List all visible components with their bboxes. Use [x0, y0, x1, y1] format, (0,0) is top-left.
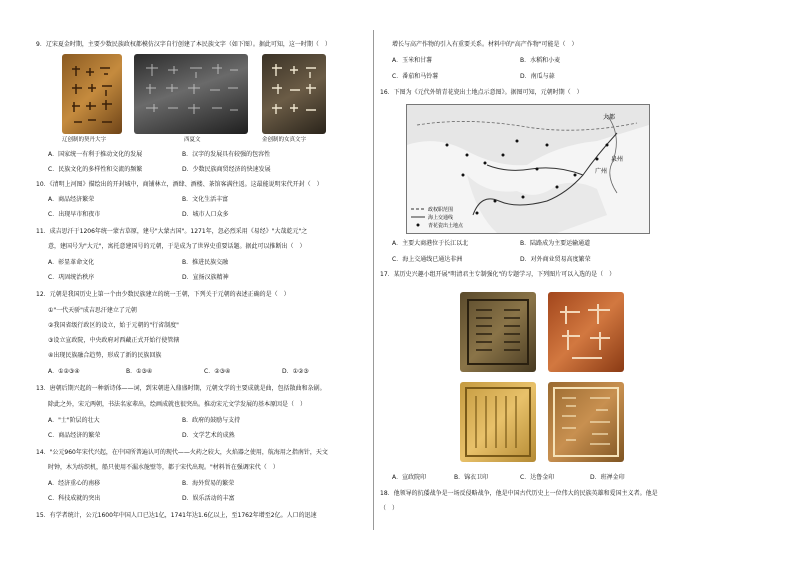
q9-option-c: C．民族文化的多样性和交流的频繁	[48, 166, 143, 173]
q13-stem-line2: 除此之外，宋元两朝，书法名家辈出，绘画成就也很突出。推动宋元文学发展的基本原因是（ ）	[48, 401, 307, 408]
q14-option-b: B．海外贸易的繁荣	[182, 480, 235, 487]
caption-jurchen: 金创制的女真文字	[262, 137, 307, 143]
map-label-dadu: 大都	[603, 115, 616, 121]
caption-khitan: 辽创制的契丹大字	[62, 137, 107, 143]
q11-stem-line1: 11．成吉思汗于1206年统一蒙古草原，建号"大蒙古国"。1271年，忽必烈采用《易经》"大哉乾元"之	[36, 228, 308, 235]
q12-stem: 12．元朝是我国历史上第一个由少数民族建立的统一王朝，下列关于元朝的表述正确的是（ ）	[36, 291, 290, 298]
q18-stem-line1: 18．他领导的抗倭战争是一场反侵略战争，他是中国古代历史上一位伟大的民族英雄和爱国主义者。他是	[380, 490, 658, 497]
map-label-guangzhou: 广州	[595, 169, 608, 175]
q18-stem-line2: （ ）	[380, 505, 399, 512]
caption-tangut: 西夏文	[184, 137, 201, 143]
legend-sea-route: 海上交通线	[428, 215, 454, 221]
seal-banchan-image	[548, 382, 624, 462]
jurchen-script-image	[262, 54, 326, 134]
q11-option-a: A．彰显革命文化	[48, 259, 95, 266]
q9-stem: 9．辽宋夏金时期，主要少数民族政权都模仿汉字自行创建了本民族文字（如下图）。据此可知，这一时期（ ）	[36, 41, 331, 48]
legend-regime-extent: 政权职范围	[428, 207, 454, 213]
q13-option-d: D．文学艺术的成熟	[182, 432, 235, 439]
q13-option-b: B．政府的鼓励与支持	[182, 417, 241, 424]
q12-item-1: ①"一代天骄"成吉思汗建立了元朝	[48, 307, 137, 314]
q11-stem-line2: 意，建国号为"大元"，寓托意建国号的元朝，于是成为了世界史重要话题。据此可以推断出（ ）	[48, 243, 306, 250]
right-column	[380, 0, 760, 562]
q12-option-d: D．①②③	[282, 368, 309, 375]
q12-item-2: ②我国省级行政区的设立，始于元朝的"行省制度"	[48, 322, 179, 329]
q16-option-b: B．陆路成为主要运输通道	[520, 240, 591, 247]
q12-option-a: A．①②③④	[48, 368, 80, 375]
q9-option-a: A．国家统一有利于推动文化的发展	[48, 151, 143, 158]
left-column	[36, 0, 366, 562]
q17-stem: 17．某历史兴趣小组开展"明清君主专制强化"的专题学习，下列图片可以入选的是（ ）	[380, 271, 616, 278]
q17-option-d: D．班禅金印	[590, 474, 625, 481]
q13-option-a: A．"士"阶层的壮大	[48, 417, 100, 424]
q16-option-d: D．对外商业贸易高度繁荣	[520, 256, 591, 263]
q15-option-a: A．玉米和甘薯	[392, 57, 433, 64]
q16-option-c: C．海上交通线已通达非洲	[392, 256, 463, 263]
q17-option-a: A．宣政院印	[392, 474, 427, 481]
q12-item-4: ④出现民族融合趋势，形成了新的民族回族	[48, 352, 162, 359]
q10-option-a: A．商品经济繁荣	[48, 196, 95, 203]
q13-option-c: C．商品经济的繁荣	[48, 432, 101, 439]
q14-option-a: A．经济重心的南移	[48, 480, 101, 487]
q15-continuation: 增长与高产作物的引入有重要关系。材料中的"高产作物"可能是（ ）	[392, 41, 578, 48]
q17-option-b: B．锦衣卫印	[454, 474, 489, 481]
q15-option-c: C．番茄和马铃薯	[392, 73, 439, 80]
yuan-porcelain-map	[406, 104, 650, 234]
q13-stem-line1: 13．唐朝后期兴起的一种新诗体——词，到宋朝进入鼎盛时期，元朝文学的主要成就是曲，包括散曲和杂剧。	[36, 385, 326, 392]
q14-stem-line1: 14．"公元960年宋代兴起，在中国所普遍认可的现代——火药之较大，火焰器之使用，航海用之指南针，天文	[36, 449, 328, 456]
q12-option-b: B．①③④	[126, 368, 153, 375]
legend-porcelain-site: 青花瓷出土地点	[428, 223, 464, 229]
q12-item-3: ③设立宣政院，中央政府对西藏正式开始行使管辖	[48, 337, 180, 344]
q9-option-d: D．少数民族商贸经济的快速发展	[182, 166, 271, 173]
tangut-script-image	[134, 54, 248, 134]
column-divider	[373, 30, 374, 530]
q15-option-b: B．水稻和小麦	[520, 57, 561, 64]
q15-stem: 15．有学者统计，公元1600年中国人口已达1亿，1741年达1.6亿以上，至1762年增至2亿。人口的迅速	[36, 512, 317, 519]
q9-option-b: B．汉字的发展具有较强的包容性	[182, 151, 271, 158]
q17-option-c: C．达鲁金印	[520, 474, 555, 481]
map-label-quanzhou: 泉州	[611, 157, 624, 163]
q10-option-c: C．出现早市和夜市	[48, 211, 101, 218]
seal-dalujin-image	[460, 382, 536, 462]
q14-option-c: C．科技成就的突出	[48, 495, 101, 502]
q16-stem: 16．下图为《元代外销青花瓷出土地点示意图》。据图可知，元朝时期（ ）	[380, 89, 583, 96]
q14-option-d: D．娱乐活动的丰富	[182, 495, 235, 502]
q10-stem: 10．《清明上河图》描绘出的开封城中，商铺林立，酒肆、酒楼、茶馆客满往返。这最能说明宋代开封（ ）	[36, 181, 323, 188]
q16-option-a: A．主要大商港位于长江以北	[392, 240, 469, 247]
q10-option-d: D．城市人口众多	[182, 211, 229, 218]
q15-option-d: D．南瓜与蒜	[520, 73, 555, 80]
q11-option-d: D．宣扬汉族精神	[182, 274, 229, 281]
q10-option-b: B．文化生活丰富	[182, 196, 229, 203]
q11-option-b: B．推进民族交融	[182, 259, 229, 266]
khitan-script-image	[62, 54, 122, 134]
q11-option-c: C．巩固统治秩序	[48, 274, 95, 281]
seal-jinyiwei-image	[548, 292, 624, 372]
q14-stem-line2: 时钟，木为纺织机，船只使用不漏水舱壁等，都于宋代出现。"材料旨在强调宋代（ ）	[48, 464, 279, 471]
seal-xuanzhengyuan-image	[460, 292, 536, 372]
q12-option-c: C．②③④	[204, 368, 231, 375]
